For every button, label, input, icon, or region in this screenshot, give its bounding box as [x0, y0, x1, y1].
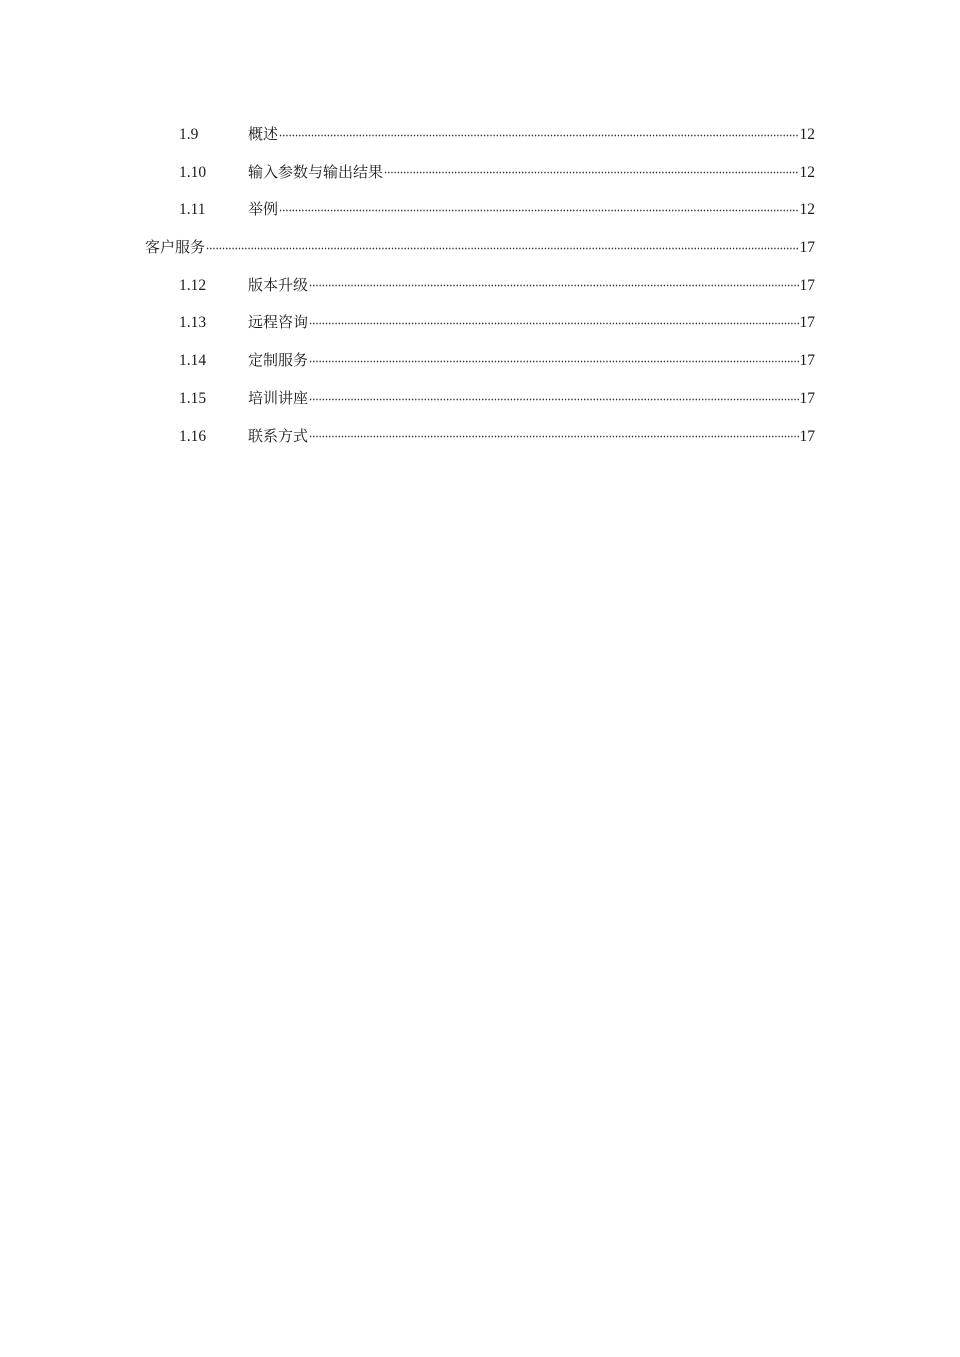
toc-entry-number: 1.13: [179, 314, 207, 332]
toc-entry[interactable]: [145, 304, 815, 342]
dot-leader: [384, 171, 798, 174]
toc-entry-title: 概述: [248, 125, 279, 143]
toc-entry-page-number: 17: [799, 276, 815, 294]
toc-chapter-title: 客户服务: [145, 238, 206, 257]
dot-leader: [309, 284, 798, 287]
dot-leader: [279, 209, 798, 212]
toc-entry-title: 版本升级: [248, 275, 309, 294]
toc-entry-page-number: 17: [799, 239, 815, 257]
dot-leader: [309, 360, 798, 363]
toc-entry[interactable]: [145, 418, 815, 456]
toc-entry-number: 1.12: [179, 276, 207, 294]
toc-entry-number: 1.11: [179, 201, 206, 219]
toc-entry-title: 定制服务: [248, 351, 309, 370]
toc-entry[interactable]: [145, 154, 815, 192]
table-of-contents: [145, 116, 815, 455]
dot-leader: [309, 322, 798, 325]
dot-leader: [279, 134, 798, 137]
toc-entry-title: 远程咨询: [248, 313, 309, 332]
toc-entry-page-number: 12: [799, 163, 815, 181]
toc-entry[interactable]: [145, 342, 815, 380]
toc-entry-title: 联系方式: [248, 426, 309, 445]
dot-leader: [309, 435, 798, 438]
dot-leader: [309, 398, 798, 401]
toc-entry-number: 1.15: [179, 389, 207, 407]
dot-leader: [206, 247, 798, 250]
toc-entry-page-number: 17: [799, 314, 815, 332]
toc-entry-page-number: 12: [799, 126, 815, 143]
toc-entry-page-number: 17: [799, 389, 815, 407]
toc-entry-page-number: 17: [799, 427, 815, 445]
toc-chapter-entry[interactable]: [145, 229, 815, 267]
toc-entry-number: 1.14: [179, 352, 207, 370]
toc-entry-page-number: 17: [799, 352, 815, 370]
toc-entry-title: 输入参数与输出结果: [248, 162, 384, 181]
toc-entry[interactable]: [145, 116, 815, 154]
toc-entry[interactable]: [145, 267, 815, 305]
toc-entry-number: 1.9: [179, 126, 199, 143]
toc-entry-number: 1.16: [179, 427, 207, 445]
toc-entry-number: 1.10: [179, 163, 207, 181]
toc-entry-title: 培训讲座: [248, 388, 309, 407]
toc-entry[interactable]: [145, 191, 815, 229]
toc-entry-title: 举例: [248, 200, 279, 219]
toc-entry[interactable]: [145, 380, 815, 418]
toc-entry-page-number: 12: [799, 201, 815, 219]
